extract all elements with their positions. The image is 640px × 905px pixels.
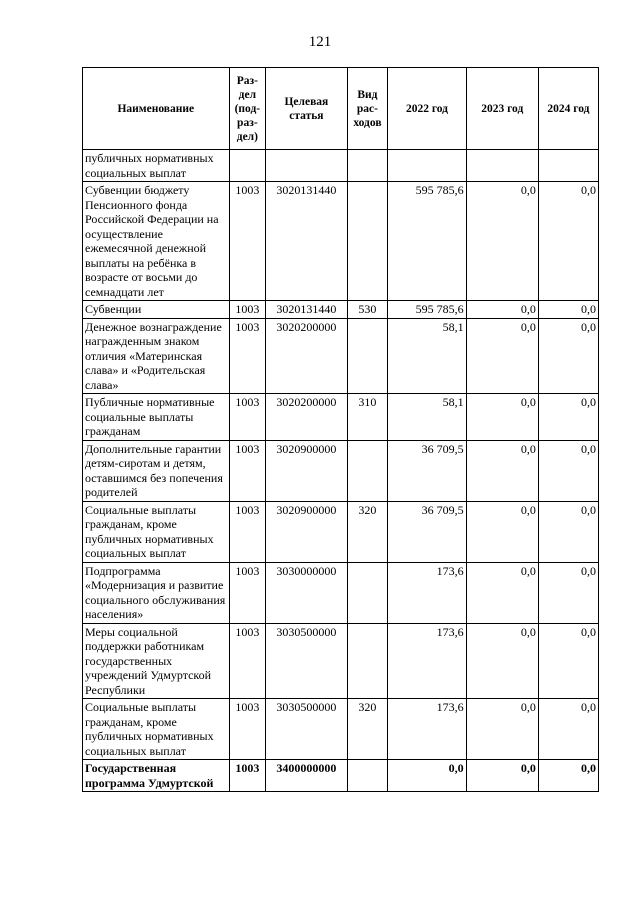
cell-2022: 58,1: [388, 318, 466, 394]
cell-section: 1003: [229, 182, 266, 301]
cell-expense-type: [347, 562, 388, 623]
cell-2024: 0,0: [538, 440, 598, 501]
cell-2023: 0,0: [466, 440, 538, 501]
cell-2022: 58,1: [388, 394, 466, 441]
cell-2024: 0,0: [538, 301, 598, 319]
cell-2023: 0,0: [466, 318, 538, 394]
cell-target: 3020131440: [266, 182, 347, 301]
header-expense-type: Вид рас- ходов: [347, 68, 388, 150]
cell-expense-type: 320: [347, 501, 388, 562]
cell-section: 1003: [229, 760, 266, 792]
table-row: [83, 699, 599, 760]
table-row: [83, 182, 599, 301]
cell-2024: [538, 150, 598, 182]
cell-2023: [466, 150, 538, 182]
cell-section: 1003: [229, 501, 266, 562]
cell-target: 3030500000: [266, 699, 347, 760]
cell-name: Публичные нормативные социальные выплаты гражданам: [83, 394, 230, 441]
cell-2023: 0,0: [466, 562, 538, 623]
header-2022: 2022 год: [388, 68, 466, 150]
table-row: [83, 150, 599, 182]
table-row: [83, 318, 599, 394]
cell-name: Дополнительные гарантии детям-сиротам и детям, оставшимся без попечения родителей: [83, 440, 230, 501]
cell-expense-type: [347, 318, 388, 394]
cell-target: 3020131440: [266, 301, 347, 319]
table-row: [83, 501, 599, 562]
cell-name: Субвенции: [83, 301, 230, 319]
cell-name: Государственная программа Удмуртской: [83, 760, 230, 792]
cell-2023: 0,0: [466, 182, 538, 301]
cell-2023: 0,0: [466, 501, 538, 562]
page-number: 121: [308, 34, 332, 50]
cell-expense-type: [347, 150, 388, 182]
cell-section: 1003: [229, 623, 266, 699]
cell-name: Меры социальной поддержки работникам государственных учреждений Удмуртской Республики: [83, 623, 230, 699]
cell-section: 1003: [229, 394, 266, 441]
cell-2022: 36 709,5: [388, 440, 466, 501]
cell-2024: 0,0: [538, 501, 598, 562]
cell-2022: 595 785,6: [388, 182, 466, 301]
cell-name: публичных нормативных социальных выплат: [83, 150, 230, 182]
cell-target: 3030000000: [266, 562, 347, 623]
cell-2022: 173,6: [388, 623, 466, 699]
cell-2022: 595 785,6: [388, 301, 466, 319]
header-name: Наименование: [83, 68, 230, 150]
cell-expense-type: 530: [347, 301, 388, 319]
cell-2022: 173,6: [388, 562, 466, 623]
cell-2023: 0,0: [466, 623, 538, 699]
cell-2024: 0,0: [538, 699, 598, 760]
cell-2023: 0,0: [466, 394, 538, 441]
cell-name: Социальные выплаты гражданам, кроме публичных нормативных социальных выплат: [83, 699, 230, 760]
cell-2023: 0,0: [466, 699, 538, 760]
header-2023: 2023 год: [466, 68, 538, 150]
cell-2024: 0,0: [538, 760, 598, 792]
cell-target: 3020200000: [266, 394, 347, 441]
table-row: [83, 301, 599, 319]
cell-target: 3020200000: [266, 318, 347, 394]
cell-expense-type: 320: [347, 699, 388, 760]
header-target: Целевая статья: [266, 68, 347, 150]
cell-2024: 0,0: [538, 182, 598, 301]
cell-section: 1003: [229, 440, 266, 501]
cell-section: [229, 150, 266, 182]
header-section: Раз- дел (под- раз- дел): [229, 68, 266, 150]
cell-expense-type: 310: [347, 394, 388, 441]
cell-target: 3020900000: [266, 501, 347, 562]
cell-section: 1003: [229, 318, 266, 394]
cell-expense-type: [347, 760, 388, 792]
table-row: [83, 394, 599, 441]
cell-2024: 0,0: [538, 394, 598, 441]
table-row: [83, 440, 599, 501]
cell-2024: 0,0: [538, 318, 598, 394]
cell-target: 3030500000: [266, 623, 347, 699]
table-row: [83, 623, 599, 699]
table-row: [83, 760, 599, 792]
cell-2024: 0,0: [538, 623, 598, 699]
cell-target: 3020900000: [266, 440, 347, 501]
cell-expense-type: [347, 623, 388, 699]
cell-section: 1003: [229, 562, 266, 623]
cell-expense-type: [347, 440, 388, 501]
cell-2022: [388, 150, 466, 182]
cell-target: 3400000000: [266, 760, 347, 792]
table-row: [83, 562, 599, 623]
cell-2023: 0,0: [466, 301, 538, 319]
header-2024: 2024 год: [538, 68, 598, 150]
cell-2023: 0,0: [466, 760, 538, 792]
cell-section: 1003: [229, 699, 266, 760]
table-header-row: [83, 68, 599, 150]
cell-name: Социальные выплаты гражданам, кроме публичных нормативных социальных выплат: [83, 501, 230, 562]
cell-2024: 0,0: [538, 562, 598, 623]
budget-table: [82, 67, 599, 792]
cell-2022: 0,0: [388, 760, 466, 792]
cell-name: Денежное вознаграждение награжденным знаком отличия «Материнская слава» и «Родительская слава»: [83, 318, 230, 394]
cell-target: [266, 150, 347, 182]
cell-name: Субвенции бюджету Пенсионного фонда Российской Федерации на осуществление ежемесячной денежной выплаты на ребёнка в возрасте от восьми до семнадцати лет: [83, 182, 230, 301]
cell-name: Подпрограмма «Модернизация и развитие социального обслуживания населения»: [83, 562, 230, 623]
cell-section: 1003: [229, 301, 266, 319]
table-body: [83, 150, 599, 792]
cell-expense-type: [347, 182, 388, 301]
cell-2022: 36 709,5: [388, 501, 466, 562]
cell-2022: 173,6: [388, 699, 466, 760]
